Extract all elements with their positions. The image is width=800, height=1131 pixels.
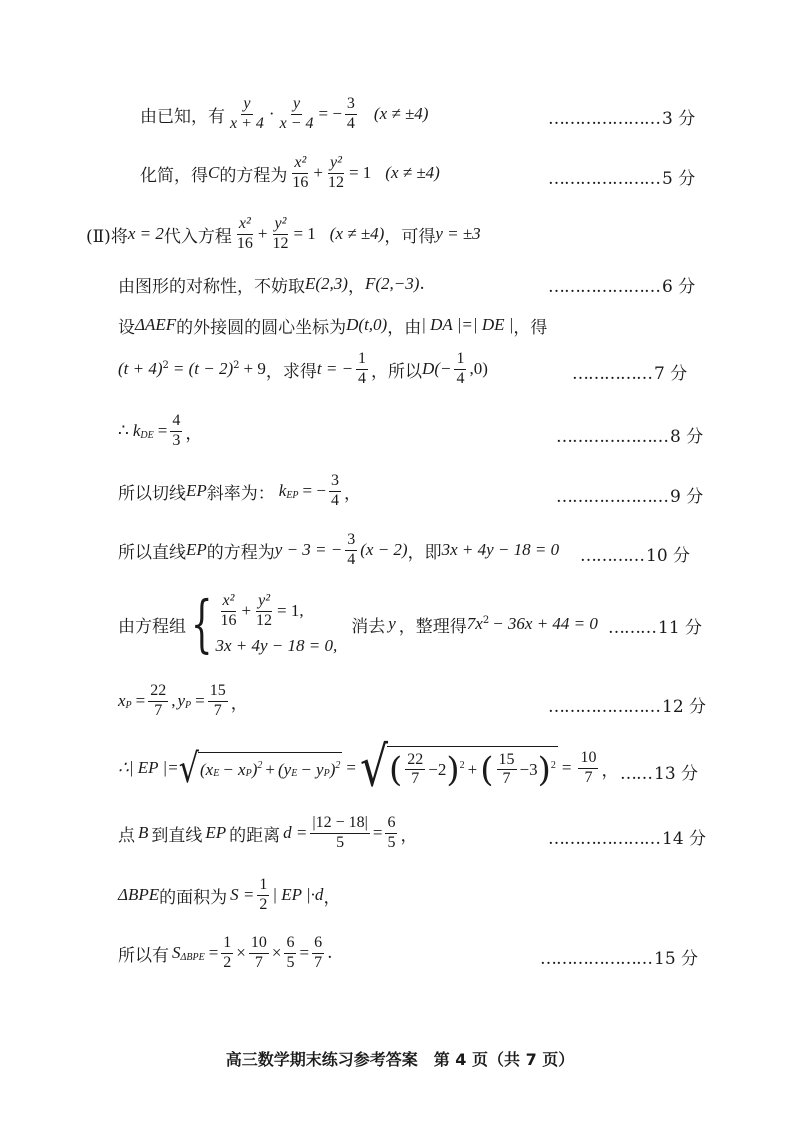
equals-sign: = [372, 823, 383, 842]
line-text: 的距离 [229, 825, 281, 846]
fraction: $\frac{\text{y²}}{12}$ [272, 215, 289, 252]
plus-sign: + [313, 163, 323, 182]
equation: t = − [316, 359, 354, 378]
punctuation: ， [185, 423, 203, 444]
line-text: ，由 [387, 317, 422, 338]
score-marker: ………………… 15 分 [540, 949, 699, 969]
score-marker: …………… 7 分 [572, 364, 688, 384]
equation: (t + 4) [118, 359, 163, 378]
fraction: $\frac{3}{4}$ [330, 472, 339, 509]
fraction: $\frac{\text{x²}}{16}$ [236, 215, 253, 252]
punctuation: . [419, 274, 425, 294]
fraction: $\frac{y}{x - 4}$ [279, 95, 314, 132]
left-brace: { [190, 587, 213, 660]
equation: y − 3 = − [274, 540, 343, 559]
condition: (x ≠ ±4) [329, 224, 385, 243]
fraction: $\frac{22}{7}$ [150, 682, 167, 719]
punctuation: ， [230, 693, 248, 714]
line-text: ，求得 [265, 361, 317, 382]
line-text: 由已知，有 [140, 106, 225, 127]
fraction: $\frac{15}{7}$ [498, 750, 515, 787]
equation-system [190, 587, 338, 660]
equals-sign: = [299, 943, 310, 962]
equation: = 1, [277, 601, 304, 620]
line-text: 由方程组 [118, 616, 186, 637]
line-text: 的外接圆的圆心坐标为 [176, 317, 347, 338]
fraction: $\frac{\text{x²}}{16}$ [292, 154, 309, 191]
line-text: ，整理得 [398, 616, 467, 637]
score-marker: ………………… 9 分 [556, 487, 704, 507]
equals-sign: = [135, 691, 146, 710]
fraction: $\frac{22}{7}$ [407, 750, 424, 787]
fraction: $\frac{3}{4}$ [347, 531, 356, 568]
line-text: (Ⅱ)将 [86, 226, 128, 247]
equation: | EP |·d [272, 885, 324, 904]
line-text: 消去 [351, 616, 386, 637]
segment-ep: EP [186, 540, 207, 559]
equation: | DA |=| DE | [421, 315, 514, 334]
equation: 3x + 4y − 18 = 0, [215, 635, 338, 655]
plus-sign: + [241, 601, 252, 620]
segment-ep: EP [205, 823, 227, 842]
times-sign: × [236, 943, 246, 962]
line-text: 设 [118, 317, 135, 338]
equation: − 36x + 44 = 0 [492, 614, 598, 633]
line-text: 化简，得 [140, 165, 208, 186]
point-e: E(2,3) [305, 274, 348, 293]
line-text: 斜率为： [206, 483, 275, 504]
page-footer: 高三数学期末练习参考答案 第 4 页（共 7 页） [225, 1050, 575, 1069]
line-text: 所以有 [118, 945, 169, 966]
fraction: $\frac{10}{7}$ [250, 934, 267, 971]
line-text: 代入方程 [163, 226, 232, 247]
square-root: √ (x $_E$ − x $_P$ ) $^2$ + (y $_E$ − y $_P$ ) $^2$ [178, 744, 341, 792]
slope: k [132, 421, 141, 440]
point-b: B [138, 823, 149, 842]
line-text: ，可得 [384, 226, 436, 247]
equation: y = ±3 [435, 224, 481, 243]
fraction: $\frac{6}{7}$ [314, 934, 323, 971]
equation: S = [230, 885, 255, 904]
punctuation: . [327, 943, 333, 963]
fraction: $\frac{1}{4}$ [358, 350, 367, 387]
score-marker: ……… 11 分 [608, 618, 703, 638]
variable: y [177, 691, 186, 710]
fraction: $\frac{\text{y²}}{12}$ [327, 154, 344, 191]
equation: D(− [422, 359, 452, 378]
segment-ep: EP [186, 481, 207, 500]
equals-sign: = − [318, 104, 342, 123]
fraction: $\frac{1}{2}$ [223, 934, 232, 971]
fraction: $\frac{6}{5}$ [286, 934, 295, 971]
condition: (x ≠ ±4) [373, 104, 429, 123]
equals-sign: = [346, 758, 356, 777]
line-text: 由图形的对称性，不妨取 [118, 276, 305, 297]
line-text: 的方程为 [206, 542, 275, 563]
score-marker: ………………… 6 分 [548, 277, 696, 297]
plus-sign: + [257, 224, 268, 243]
variable: C [208, 163, 220, 182]
fraction: $\frac{10}{7}$ [580, 749, 597, 786]
fraction: $\frac{15}{7}$ [209, 682, 226, 719]
line-text: 到直线 [151, 825, 203, 846]
score-marker: …… 13 分 [620, 764, 699, 784]
equals-sign: = 1 [348, 163, 372, 182]
point-d: D(t,0) [346, 315, 388, 334]
fraction: $\frac{|12 - 18|}{5}$ [312, 814, 368, 851]
times-sign: × [271, 943, 282, 962]
equals-sign: = − [302, 481, 326, 500]
fraction: $\frac{1}{4}$ [456, 350, 465, 387]
area-symbol: S [172, 943, 181, 962]
variable: x [118, 691, 126, 710]
equation: d = [283, 823, 308, 842]
score-marker: ………………… 5 分 [548, 169, 696, 189]
equation: 3x + 4y − 18 = 0 [441, 540, 560, 559]
separator: , [171, 691, 176, 710]
line-text: 所以直线 [118, 542, 186, 563]
equation: + 9 [243, 359, 266, 378]
condition: (x ≠ ±4) [385, 163, 440, 182]
punctuation: ， [323, 887, 341, 908]
slope: k [278, 481, 287, 500]
line-text: 的面积为 [159, 887, 228, 908]
equation: ∴| EP |= [118, 758, 179, 777]
punctuation: ， [601, 760, 619, 781]
equals-sign: = [157, 421, 168, 440]
line-text: 的方程为 [219, 165, 288, 186]
variable: y [388, 614, 396, 633]
line-text: 点 [118, 825, 135, 846]
score-marker: ………… 10 分 [580, 546, 691, 566]
score-marker: ………………… 8 分 [556, 427, 704, 447]
fraction: $\frac{6}{5}$ [387, 814, 396, 851]
separator: ， [347, 276, 365, 297]
triangle: ΔBPE [118, 885, 160, 904]
equals-sign: = [561, 758, 572, 777]
fraction: $\frac{3}{4}$ [346, 95, 355, 132]
score-marker: ………………… 14 分 [548, 829, 707, 849]
score-marker: ………………… 3 分 [548, 109, 696, 129]
line-text: ，即 [407, 542, 442, 563]
fraction: $\frac{\text{x²}}{16}$ [220, 592, 237, 629]
fraction: $\frac{1}{2}$ [259, 876, 268, 913]
equals-sign: = [208, 943, 219, 962]
equation: (x − 2) [360, 540, 408, 559]
equation: 7x [466, 614, 483, 633]
equals-sign: = 1 [293, 224, 316, 243]
point-f: F(2,−3) [364, 274, 420, 293]
punctuation: ， [343, 483, 361, 504]
fraction: $\frac{y}{x + 4}$ [230, 95, 264, 132]
dot-operator: · [268, 104, 275, 123]
line-text: 所以切线 [118, 483, 186, 504]
square-root: √ ( $\frac{22}{7}$ −2 ) $^2$ + ( $\frac{15}{7}$ −3 ) $^2$ [359, 735, 556, 800]
equation: ,0) [469, 359, 488, 378]
score-marker: ………………… 12 分 [548, 697, 707, 717]
equation: x = 2 [127, 224, 164, 243]
equals-sign: = [195, 691, 205, 710]
line-text: ，得 [513, 317, 548, 338]
punctuation: ， [400, 825, 418, 846]
fraction: $\frac{\text{y²}}{12}$ [256, 592, 273, 629]
triangle: ΔAEF [135, 315, 177, 334]
equation: = (t − 2) [172, 359, 234, 378]
fraction: $\frac{4}{3}$ [172, 412, 181, 449]
therefore-symbol: ∴ [118, 421, 129, 440]
line-text: ，所以 [371, 361, 423, 382]
